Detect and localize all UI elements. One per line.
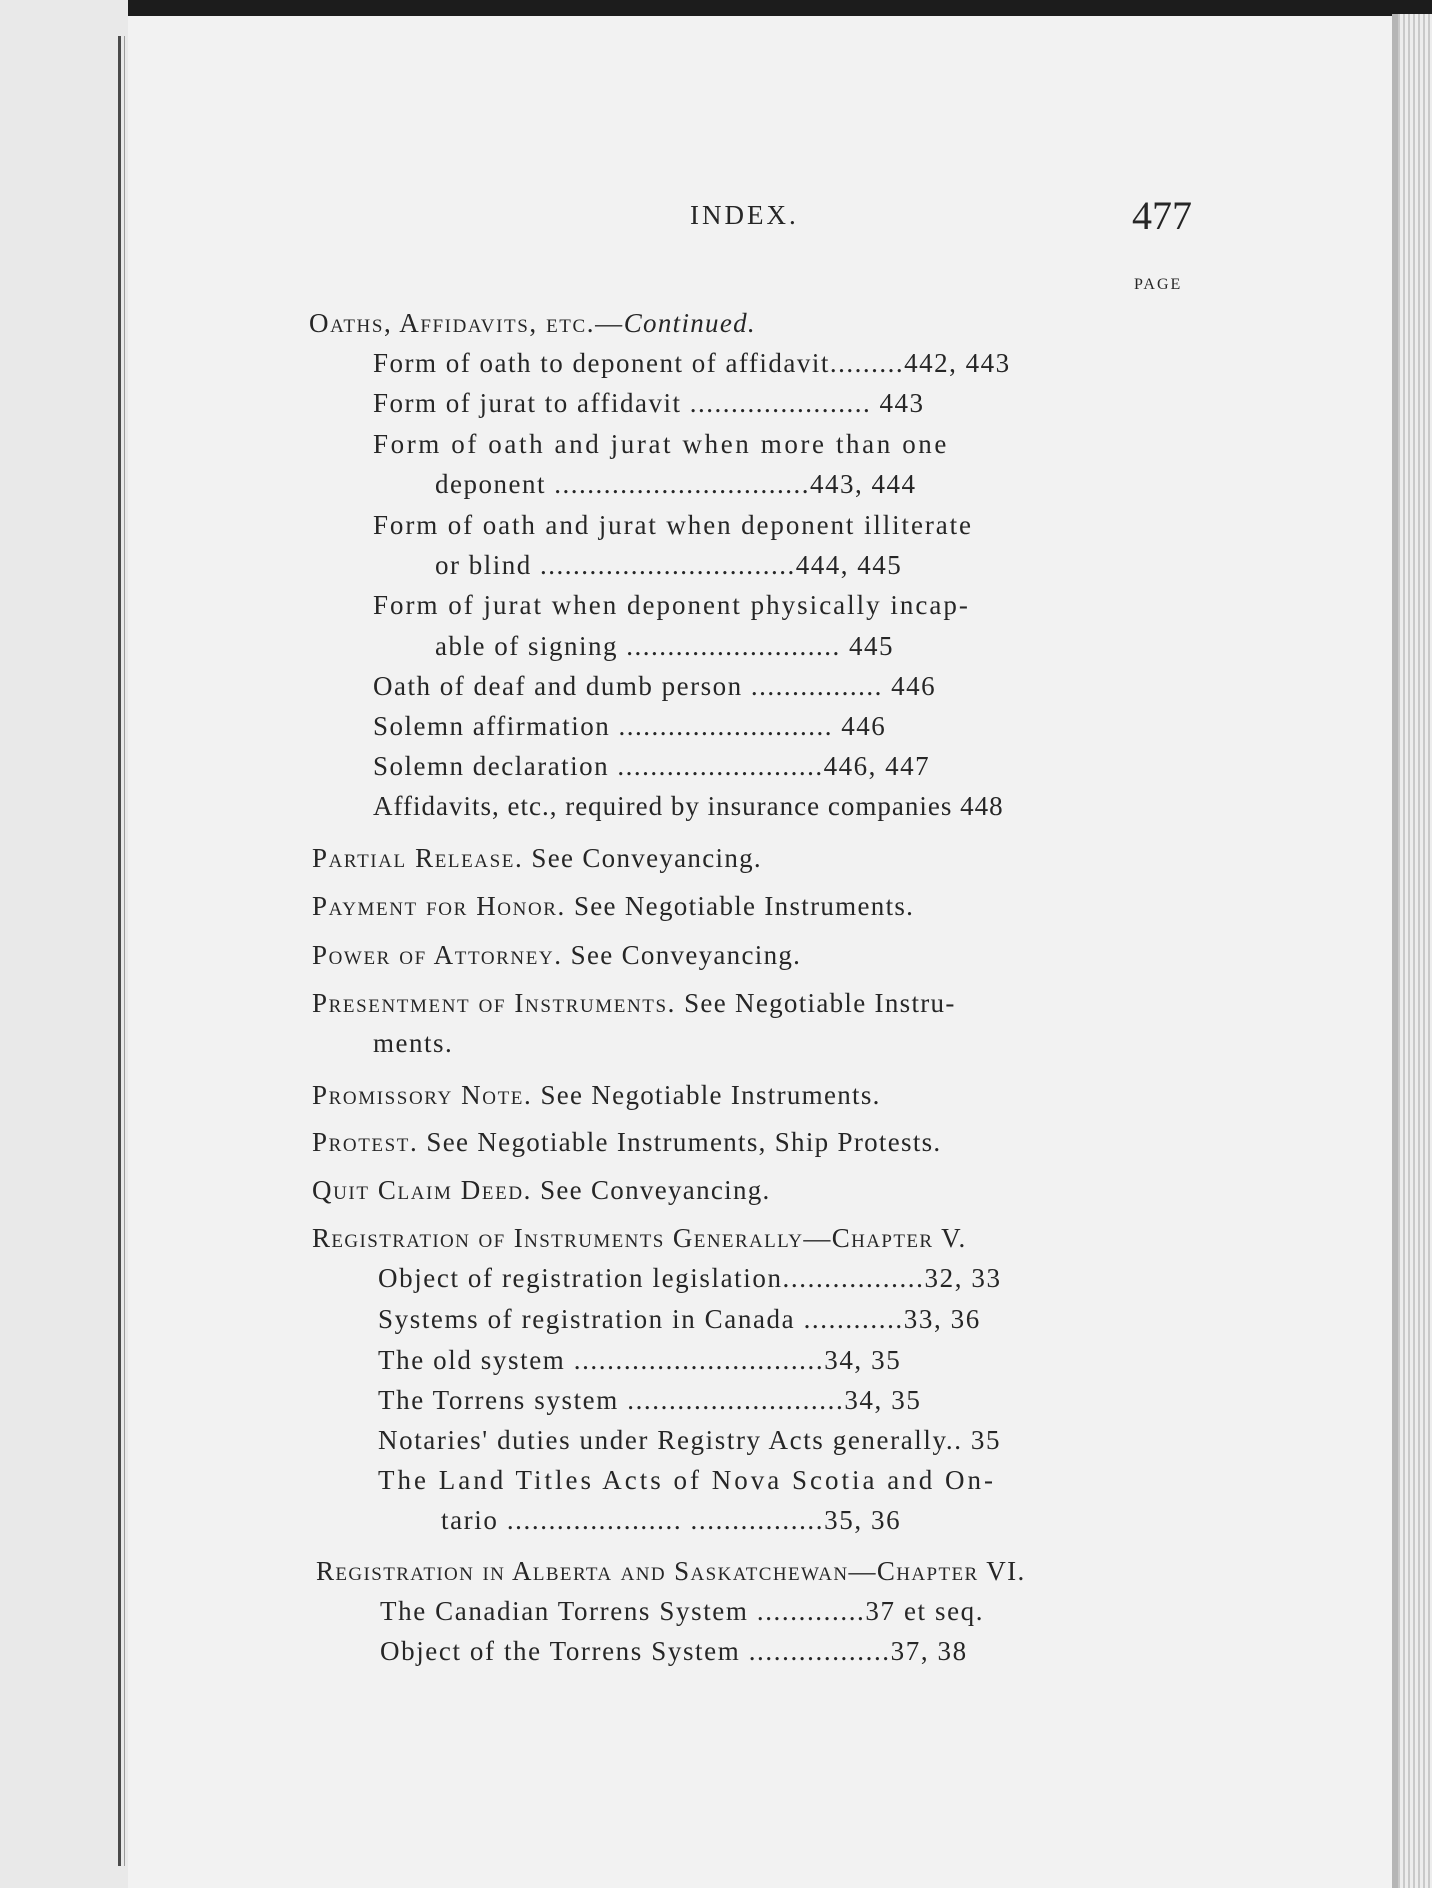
index-subentry: Systems of registration in Canada ............33, 36: [378, 1304, 981, 1334]
index-crossref: [312, 843, 762, 874]
index-subentry-cont: deponent ...............................443, 444: [435, 469, 917, 499]
crossref-term: Protest.: [312, 1127, 419, 1157]
index-subentry: Solemn declaration .........................446, 447: [373, 751, 931, 781]
crossref-term: Partial Release.: [312, 843, 524, 873]
crossref-term: Power of Attorney.: [312, 940, 563, 970]
index-heading-registration: Registration of Instruments Generally—Chapter V.: [312, 1223, 967, 1253]
index-subentry: Object of registration legislation.................32, 33: [378, 1263, 1002, 1293]
book-gutter: [0, 0, 128, 1888]
index-subentry: The Torrens system ..........................34, 35: [378, 1385, 922, 1415]
index-subentry: Notaries' duties under Registry Acts generally.. 35: [378, 1425, 1002, 1455]
running-head: INDEX.: [690, 200, 799, 230]
crossref-term: Presentment of Instruments.: [312, 988, 677, 1018]
heading-term: Oaths, Affidavits, etc.—: [309, 308, 624, 338]
index-heading-alberta: Registration in Alberta and Saskatchewan—Chapter VI.: [316, 1556, 1026, 1586]
crossref-term: Quit Claim Deed.: [312, 1175, 532, 1205]
index-crossref-cont: ments.: [373, 1028, 454, 1058]
index-subentry: Solemn affirmation .......................... 446: [373, 711, 887, 741]
crossref-see: See Negotiable Instru-: [684, 988, 956, 1018]
index-subentry: Form of oath and jurat when more than one: [373, 429, 949, 459]
index-crossref: [312, 1175, 771, 1206]
index-subentry: Form of oath and jurat when deponent illiterate: [373, 510, 973, 540]
index-subentry: Oath of deaf and dumb person ................ 446: [373, 671, 937, 701]
index-subentry: Object of the Torrens System .................37, 38: [380, 1636, 968, 1666]
index-subentry: Affidavits, etc., required by insurance companies 448: [373, 791, 1004, 821]
crossref-see: See Negotiable Instruments, Ship Protests.: [426, 1127, 942, 1157]
crossref-term: Promissory Note.: [312, 1080, 533, 1110]
index-subentry: Form of jurat to affidavit ...................... 443: [373, 388, 925, 418]
index-crossref: [312, 1080, 881, 1111]
index-subentry: The Canadian Torrens System .............37 et seq.: [380, 1596, 985, 1626]
index-subentry: Form of oath to deponent of affidavit.........442, 443: [373, 348, 1011, 378]
index-subentry: The Land Titles Acts of Nova Scotia and On-: [378, 1465, 996, 1495]
page-top-edge: [0, 0, 1432, 16]
index-subentry: The old system ..............................34, 35: [378, 1345, 902, 1375]
index-subentry-cont: able of signing .......................... 445: [435, 631, 894, 661]
crossref-term: Payment for Honor.: [312, 891, 566, 921]
crossref-see: See Conveyancing.: [531, 843, 762, 873]
gutter-fold: [118, 36, 121, 1866]
crossref-see: See Conveyancing.: [570, 940, 802, 970]
index-crossref: [312, 988, 956, 1019]
index-heading-oaths: [309, 308, 756, 339]
index-crossref: [312, 891, 914, 922]
crossref-see: See Negotiable Instruments.: [573, 891, 915, 921]
index-subentry: Form of jurat when deponent physically incap-: [373, 590, 970, 620]
crossref-see: See Conveyancing.: [540, 1175, 771, 1205]
index-crossref: [312, 1127, 941, 1158]
page-number: 477: [1132, 193, 1192, 238]
index-crossref: [312, 940, 801, 971]
page-stack-edge: [1398, 14, 1432, 1888]
page-column-label: PAGE: [1134, 276, 1183, 293]
crossref-see: See Negotiable Instruments.: [540, 1080, 881, 1110]
index-subentry-cont: or blind ...............................444, 445: [435, 550, 903, 580]
heading-continued: Continued.: [623, 308, 756, 338]
gutter-fold-line: [124, 36, 125, 1866]
index-subentry-cont: tario ..................... ................35, 36: [441, 1505, 902, 1535]
